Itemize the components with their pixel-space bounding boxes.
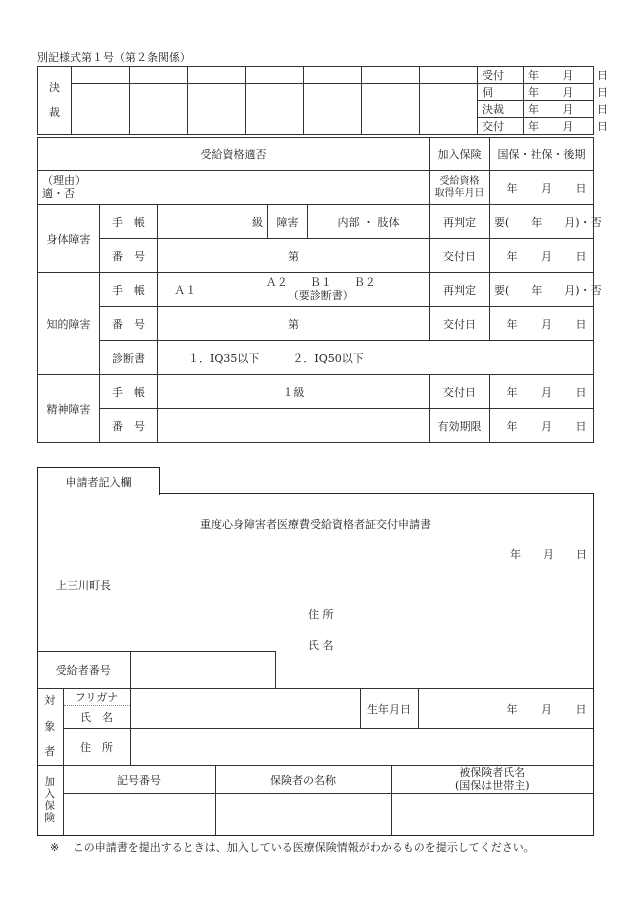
- acquired-date[interactable]: 年 月 日: [490, 171, 594, 205]
- insured-label: 被保険者氏名 (国保は世帯主): [391, 766, 593, 794]
- mental-number[interactable]: [158, 409, 430, 443]
- applicant-name-label: 氏 名: [308, 639, 334, 652]
- physical-kyu[interactable]: 級: [158, 205, 268, 239]
- stamp-date[interactable]: 年 月 日: [524, 84, 594, 101]
- insured-field[interactable]: [391, 794, 593, 835]
- applicant-address-field[interactable]: [388, 600, 578, 622]
- intellectual-bango: 番 号: [100, 307, 158, 341]
- stamp-label: 伺: [478, 84, 524, 101]
- physical-rejudge-value[interactable]: 要( 年 月)・否: [490, 205, 594, 239]
- furigana-label: フリガナ: [63, 689, 130, 706]
- insurer-field[interactable]: [215, 794, 391, 835]
- footnote: [50, 839, 535, 855]
- stamp-cell[interactable]: [304, 67, 362, 84]
- birth-date[interactable]: 年 月 日: [418, 689, 593, 729]
- insurance-value[interactable]: 国保・社保・後期: [490, 138, 594, 171]
- stamp-cell[interactable]: [188, 67, 246, 84]
- stamp-cell[interactable]: [130, 84, 188, 135]
- eligibility-table: [37, 137, 602, 443]
- footnote-text: この申請書を提出するときは、加入している医療保険情報がわかるものを提示してください。: [72, 841, 535, 854]
- subject-name-field[interactable]: [130, 689, 360, 729]
- stamp-cell[interactable]: [188, 84, 246, 135]
- subject-address-field[interactable]: [130, 729, 593, 766]
- mental-kyu[interactable]: １級: [158, 375, 430, 409]
- intellectual-issue: 交付日: [430, 307, 490, 341]
- stamp-cell[interactable]: [72, 84, 130, 135]
- recipient-no-field[interactable]: [130, 652, 275, 689]
- intellectual-techo: 手 帳: [100, 273, 158, 307]
- stamp-cell[interactable]: [304, 84, 362, 135]
- stamp-cell[interactable]: [362, 84, 420, 135]
- recipient-table: [37, 651, 276, 689]
- insurer-label: 保険者の名称: [215, 766, 391, 794]
- recipient-no-label: 受給者番号: [37, 652, 130, 689]
- eligibility-header: 受給資格適否: [38, 138, 430, 171]
- stamp-label: 交付: [478, 118, 524, 135]
- intellectual-dai[interactable]: 第: [158, 307, 430, 341]
- application-title: 重度心身障害者医療費受給資格者証交付申請書: [200, 518, 431, 531]
- physical-dai[interactable]: 第: [158, 239, 430, 273]
- reason-cell[interactable]: [38, 171, 430, 205]
- stamp-date[interactable]: 年 月 日: [524, 67, 594, 84]
- physical-issue-date[interactable]: 年 月 日: [490, 239, 594, 273]
- stamp-cell[interactable]: [72, 67, 130, 84]
- subject-address-label: 住 所: [63, 729, 130, 766]
- mental-techo: 手 帳: [100, 375, 158, 409]
- physical-bango: 番 号: [100, 239, 158, 273]
- mental-validity-date[interactable]: 年 月 日: [490, 409, 594, 443]
- grade-a1[interactable]: Ａ１: [158, 273, 213, 307]
- stamp-cell[interactable]: [246, 84, 304, 135]
- stamp-date[interactable]: 年 月 日: [524, 101, 594, 118]
- application-date[interactable]: 年 月 日: [510, 548, 587, 561]
- stamp-cell[interactable]: [420, 84, 478, 135]
- mental-issue-date[interactable]: 年 月 日: [490, 375, 594, 409]
- physical-type[interactable]: 内部 ・ 肢体: [308, 205, 430, 239]
- physical-label: 身体障害: [38, 205, 100, 273]
- intellectual-diag-value[interactable]: １．IQ35以下 ２．IQ50以下: [158, 341, 594, 375]
- physical-rejudge: 再判定: [430, 205, 490, 239]
- stamp-cell[interactable]: [246, 67, 304, 84]
- subject-table: [37, 688, 593, 766]
- insurance-section-label: 加 入 保 険: [37, 766, 63, 835]
- stamp-label: 決裁: [478, 101, 524, 118]
- intellectual-rejudge-value[interactable]: 要( 年 月)・否: [490, 273, 594, 307]
- applicant-box: [37, 493, 594, 836]
- footnote-mark: ※: [50, 841, 60, 854]
- kessai-label: 決 裁: [38, 67, 72, 135]
- stamp-cell[interactable]: [420, 67, 478, 84]
- form-label: 別記様式第１号（第２条関係）: [37, 51, 191, 64]
- approval-table: [37, 66, 609, 135]
- stamp-cell[interactable]: [362, 67, 420, 84]
- mental-bango: 番 号: [100, 409, 158, 443]
- stamp-cell[interactable]: [130, 67, 188, 84]
- stamp-date[interactable]: 年 月 日: [524, 118, 594, 135]
- mental-issue: 交付日: [430, 375, 490, 409]
- mental-validity: 有効期限: [430, 409, 490, 443]
- intellectual-rejudge: 再判定: [430, 273, 490, 307]
- subject-name-label: 氏 名: [63, 706, 130, 729]
- physical-shogai: 障害: [268, 205, 308, 239]
- applicant-tab: 申請者記入欄: [37, 467, 160, 495]
- insurance-table: [37, 765, 593, 835]
- addressee: 上三川町長: [56, 579, 111, 592]
- subject-label: 対 象 者: [37, 689, 63, 766]
- applicant-name-field[interactable]: [388, 631, 578, 653]
- tekihi: 適・否: [42, 186, 75, 200]
- physical-techo: 手 帳: [100, 205, 158, 239]
- code-label: 記号番号: [63, 766, 215, 794]
- mental-label: 精神障害: [38, 375, 100, 443]
- intellectual-label: 知的障害: [38, 273, 100, 375]
- grade-others[interactable]: Ａ２ Ｂ１ Ｂ２ （要診断書）: [213, 273, 430, 307]
- applicant-address-label: 住 所: [308, 608, 334, 621]
- stamp-label: 受付: [478, 67, 524, 84]
- acquired-label: 受給資格 取得年月日: [430, 171, 490, 205]
- intellectual-issue-date[interactable]: 年 月 日: [490, 307, 594, 341]
- code-field[interactable]: [63, 794, 215, 835]
- birth-label: 生年月日: [360, 689, 418, 729]
- physical-issue: 交付日: [430, 239, 490, 273]
- intellectual-diag: 診断書: [100, 341, 158, 375]
- insurance-label: 加入保険: [430, 138, 490, 171]
- reason-label: （理由）: [42, 173, 86, 187]
